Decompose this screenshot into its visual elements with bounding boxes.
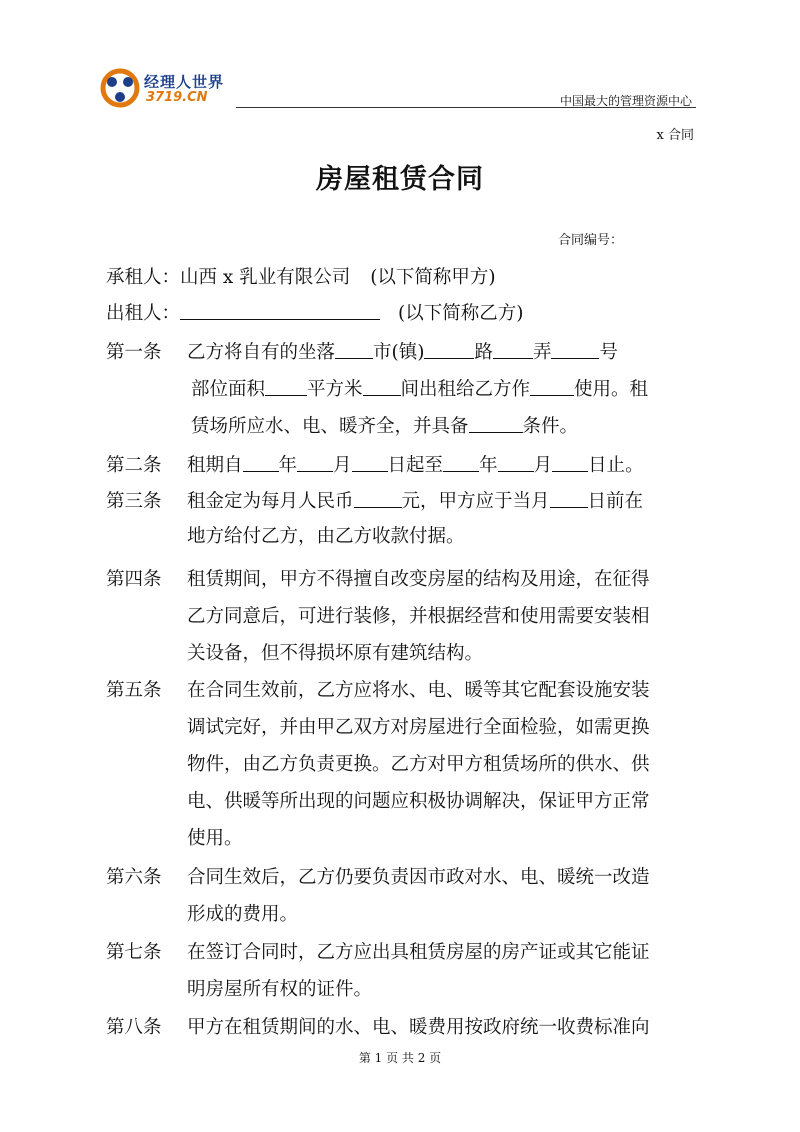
- article-2-text: 月: [533, 455, 553, 476]
- article-1-text: 乙方将自有的坐落: [187, 342, 336, 363]
- article-1-text: 赁场所应水、电、暖齐全，并具备: [191, 416, 469, 437]
- rooms-blank[interactable]: [363, 377, 401, 396]
- contract-number-label: 合同编号：: [558, 233, 624, 248]
- article-5-text-3: 物件，由乙方负责更换。乙方对甲方租赁场所的供水、供: [187, 754, 650, 775]
- article-1-line-1: [106, 338, 162, 364]
- article-1-text-1: [187, 338, 618, 364]
- article-1-text: 使用。租: [574, 379, 649, 400]
- page-number: 第 1 页 共 2 页: [358, 1051, 442, 1065]
- article-1-label: 第一条: [106, 342, 162, 363]
- article-7-text-2: 明房屋所有权的证件。: [187, 979, 373, 1000]
- article-2-text: 月: [333, 455, 352, 476]
- article-5-text-2: 调试完好，并由甲乙双方对房屋进行全面检验，如需更换: [187, 717, 650, 738]
- article-1-text: 弄: [532, 342, 552, 363]
- article-8-label: 第八条: [106, 1017, 162, 1038]
- start-year-blank[interactable]: [243, 453, 279, 472]
- article-4-text-1: 租赁期间，甲方不得擅自改变房屋的结构及用途，在征得: [187, 569, 650, 590]
- article-3-text-1: [187, 487, 643, 513]
- city-blank[interactable]: [335, 340, 373, 359]
- article-7-text-1: 在签订合同时，乙方应出具租赁房屋的房产证或其它能证: [187, 942, 650, 963]
- article-5-label: 第五条: [106, 680, 162, 701]
- area-blank[interactable]: [265, 377, 307, 396]
- article-1-text-2: [191, 375, 648, 401]
- lessee-alias: (以下简称甲方): [370, 267, 496, 288]
- road-blank[interactable]: [424, 340, 474, 359]
- document-type-label: x 合同: [656, 128, 694, 143]
- article-2-text-1: [187, 451, 644, 477]
- article-3-text: 元，甲方应于当月: [401, 491, 550, 512]
- article-1-text: 部位面积: [191, 379, 266, 400]
- lessor-line: [106, 299, 523, 325]
- article-5-text-5: 使用。: [187, 828, 243, 849]
- end-day-blank[interactable]: [552, 453, 588, 472]
- article-1-text-3: [191, 412, 578, 438]
- lessee-line: [106, 263, 496, 289]
- end-year-blank[interactable]: [443, 453, 479, 472]
- article-2-text: 日止。: [588, 455, 644, 476]
- site-logo: [100, 68, 230, 108]
- article-7-label: 第七条: [106, 942, 162, 963]
- end-month-blank[interactable]: [498, 453, 534, 472]
- number-blank[interactable]: [551, 340, 599, 359]
- header-tagline: 中国最大的管理资源中心: [559, 94, 692, 108]
- lane-blank[interactable]: [493, 340, 533, 359]
- article-6-text-2: 形成的费用。: [187, 904, 299, 925]
- lessor-name-blank[interactable]: [180, 301, 380, 320]
- article-3-text-2: 地方给付乙方，由乙方收款付据。: [187, 526, 465, 547]
- article-1-text: 条件。: [522, 416, 579, 437]
- lessor-label: 出租人：: [106, 303, 181, 324]
- lessee-name: 山西 x 乳业有限公司: [180, 267, 351, 288]
- header-divider: [236, 107, 696, 108]
- article-1-text: 号: [599, 342, 618, 363]
- article-4-label: 第四条: [106, 569, 162, 590]
- payment-day-blank[interactable]: [550, 489, 588, 508]
- article-1-text: 路: [474, 342, 493, 363]
- article-1-text: 间出租给乙方作: [400, 379, 531, 400]
- logo-chinese-text: 经理人世界: [144, 73, 225, 91]
- article-6-label: 第六条: [106, 867, 162, 888]
- article-5-text-4: 电、供暖等所出现的问题应积极协调解决，保证甲方正常: [187, 791, 650, 812]
- logo-domain-text: 3719.CN: [146, 90, 208, 105]
- article-3-text: 日前在: [587, 491, 644, 512]
- start-day-blank[interactable]: [352, 453, 388, 472]
- article-1-text: 市(镇): [373, 342, 425, 363]
- article-1-text: 平方米: [307, 379, 363, 400]
- people-circle-logo-icon: [100, 68, 140, 108]
- article-2-line-1: [106, 451, 162, 477]
- article-4-text-3: 关设备，但不得损坏原有建筑结构。: [187, 643, 484, 664]
- article-2-text: 租期自: [187, 455, 243, 476]
- start-month-blank[interactable]: [297, 453, 333, 472]
- article-3-text: 租金定为每月人民币: [187, 491, 354, 512]
- article-2-text: 年: [479, 455, 498, 476]
- rent-amount-blank[interactable]: [354, 489, 402, 508]
- article-2-text: 年: [278, 455, 298, 476]
- article-2-label: 第二条: [106, 455, 162, 476]
- article-3-label: 第三条: [106, 491, 162, 512]
- article-3-line-1: [106, 487, 162, 513]
- article-6-text-1: 合同生效后，乙方仍要负责因市政对水、电、暖统一改造: [187, 867, 650, 888]
- article-4-text-2: 乙方同意后，可进行装修，并根据经营和使用需要安装相: [187, 606, 650, 627]
- conditions-blank[interactable]: [469, 414, 523, 433]
- lessee-label: 承租人：: [106, 267, 181, 288]
- article-5-text-1: 在合同生效前，乙方应将水、电、暖等其它配套设施安装: [187, 680, 650, 701]
- usage-blank[interactable]: [530, 377, 574, 396]
- lessor-alias: (以下简称乙方): [398, 303, 524, 324]
- article-8-text-1: 甲方在租赁期间的水、电、暖费用按政府统一收费标准向: [187, 1017, 650, 1038]
- page-title: 房屋租赁合同: [316, 164, 484, 195]
- article-2-text: 日起至: [387, 455, 444, 476]
